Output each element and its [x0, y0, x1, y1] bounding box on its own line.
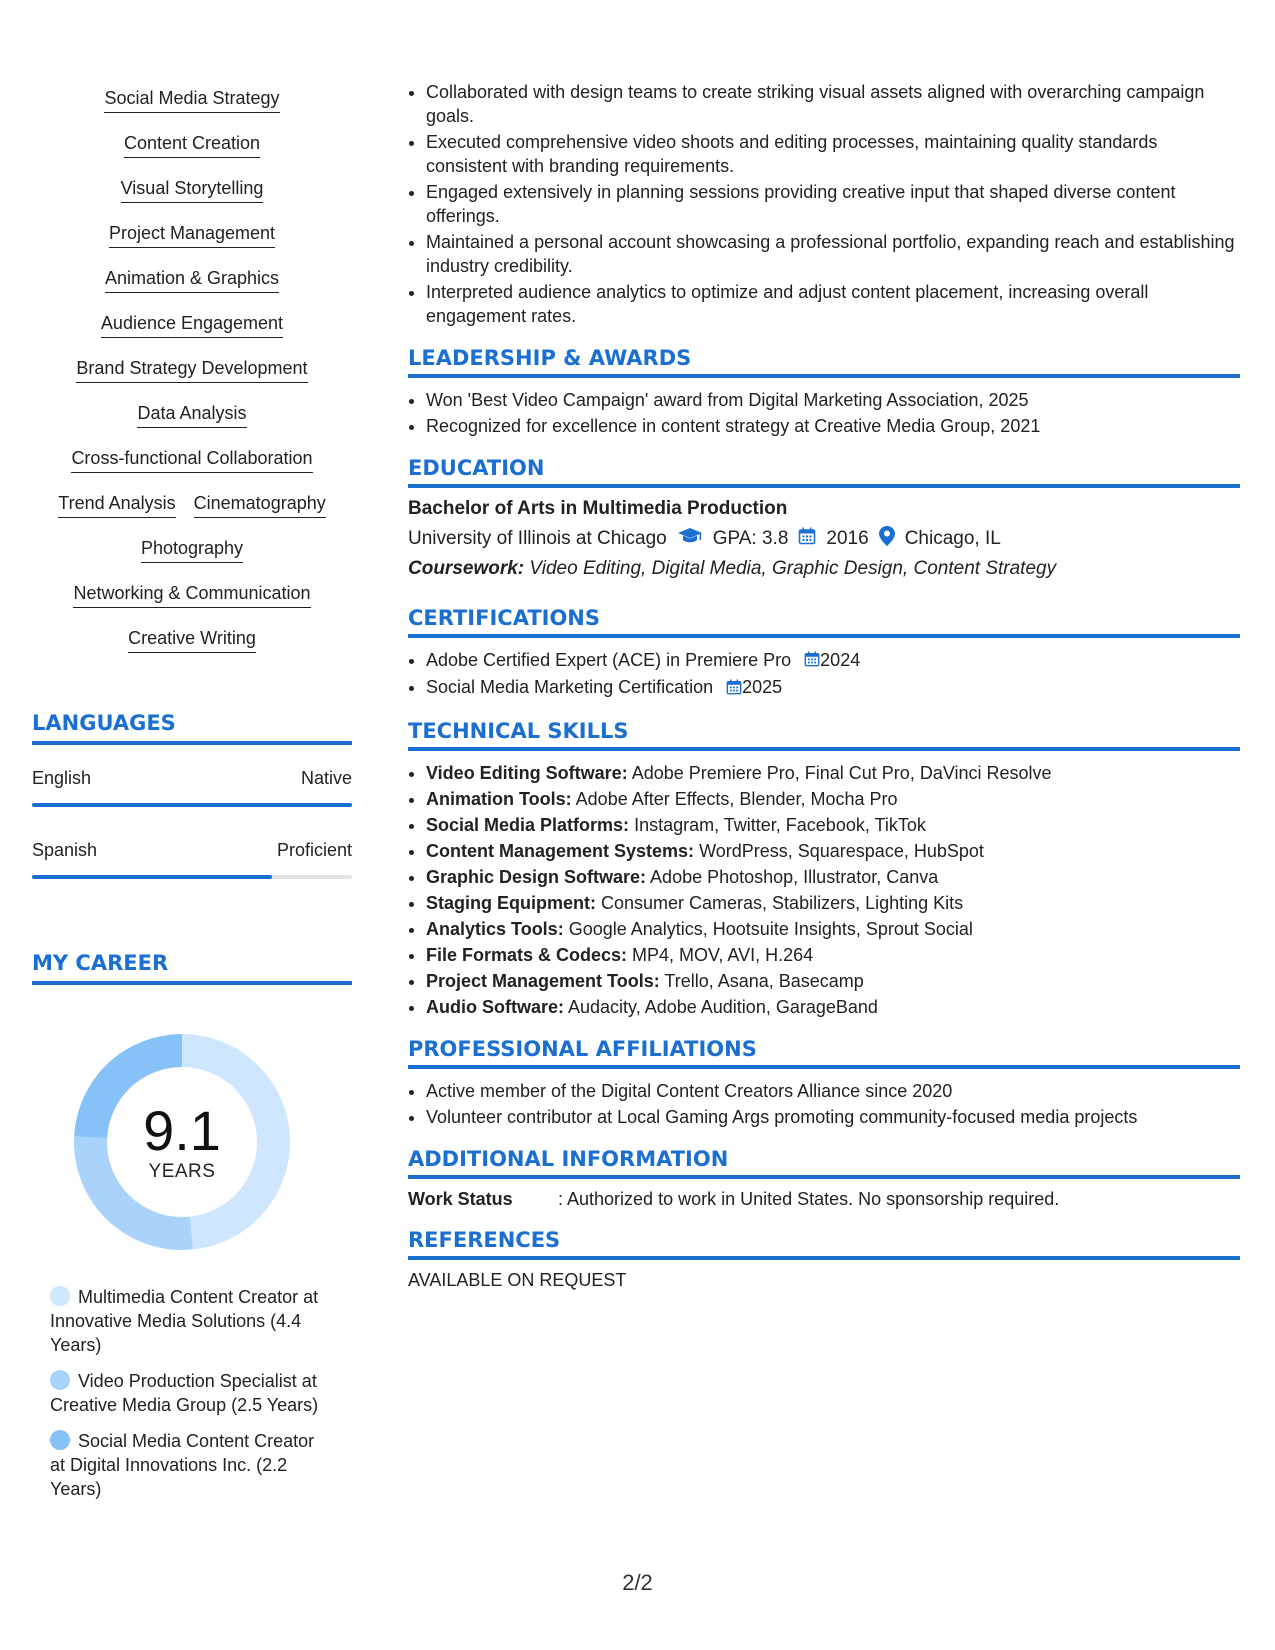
work-status-value: : Authorized to work in United States. No sponsorship required. — [558, 1188, 1060, 1209]
degree: Bachelor of Arts in Multimedia Production — [408, 498, 788, 519]
career-legend-label: Social Media Content Creator at Digital Innovations Inc. (2.2 Years) — [50, 1431, 315, 1499]
technical-list — [408, 761, 1240, 1019]
calendar-icon — [726, 677, 742, 701]
technical-skill-value: MP4, MOV, AVI, H.264 — [627, 944, 814, 965]
technical-skill-value: Instagram, Twitter, Facebook, TikTok — [629, 814, 926, 835]
skill-tag: Creative Writing — [128, 627, 256, 653]
certifications-list — [408, 648, 1240, 701]
list-item: • Recognized for excellence in content strategy at Creative Media Group, 2021 — [426, 414, 1240, 438]
career-legend-label: Video Production Specialist at Creative Media Group (2.5 Years) — [50, 1371, 319, 1415]
technical-skill-item — [426, 787, 1240, 811]
technical-section — [408, 719, 1240, 1019]
page-number: 2/2 — [622, 1570, 653, 1595]
career-legend-item — [50, 1429, 320, 1501]
career-donut — [67, 1027, 297, 1257]
certification-name: Social Media Marketing Certification — [426, 677, 714, 698]
technical-skill-label: File Formats & Codecs: — [426, 944, 628, 965]
education-details — [408, 526, 1240, 552]
legend-dot-icon — [50, 1286, 70, 1306]
technical-skill-value: Google Analytics, Hootsuite Insights, Sprout Social — [563, 918, 973, 939]
technical-skill-label: Video Editing Software: — [426, 762, 628, 783]
technical-skill-value: WordPress, Squarespace, HubSpot — [694, 840, 984, 861]
career-title: MY CAREER — [32, 951, 352, 985]
technical-skill-value: Consumer Cameras, Stabilizers, Lighting Kits — [596, 892, 964, 913]
language-name: English — [32, 768, 92, 788]
skill-tag: Content Creation — [124, 132, 260, 158]
technical-skill-label: Social Media Platforms: — [426, 814, 630, 835]
certifications-section — [408, 606, 1240, 701]
leadership-title: LEADERSHIP & AWARDS — [408, 346, 1240, 378]
skill-tag: Brand Strategy Development — [76, 357, 307, 383]
technical-skill-label: Staging Equipment: — [426, 892, 596, 913]
education-section — [408, 456, 1240, 580]
language-bar — [32, 803, 352, 807]
leadership-list — [408, 388, 1240, 438]
career-section — [32, 951, 352, 1501]
work-status — [408, 1189, 1240, 1210]
list-item: • Maintained a personal account showcasing a professional portfolio, expanding reach and establishing industry credibility. — [426, 230, 1240, 278]
technical-skill-item — [426, 813, 1240, 837]
career-legend-item — [50, 1369, 320, 1417]
references-title: REFERENCES — [408, 1228, 1240, 1260]
technical-skill-value: Audacity, Adobe Audition, GarageBand — [564, 996, 878, 1017]
list-item: • Active member of the Digital Content Creators Alliance since 2020 — [426, 1079, 1240, 1103]
career-legend-item — [50, 1285, 320, 1357]
technical-skill-item — [426, 943, 1240, 967]
language-bar-fill — [32, 803, 352, 807]
affiliations-section — [408, 1037, 1240, 1129]
coursework-label: Coursework: — [408, 558, 525, 579]
languages-section — [32, 711, 352, 879]
experience-bullets — [408, 80, 1240, 328]
skill-tag: Photography — [141, 537, 243, 563]
affiliations-title: PROFESSIONAL AFFILIATIONS — [408, 1037, 1240, 1069]
language-entry — [32, 839, 352, 879]
skill-tag: Trend Analysis — [58, 492, 175, 518]
skill-tag: Animation & Graphics — [105, 267, 279, 293]
right-column — [408, 80, 1240, 1291]
language-level: Proficient — [276, 840, 352, 860]
references-text: AVAILABLE ON REQUEST — [408, 1269, 627, 1290]
list-item: • Interpreted audience analytics to optimize and adjust content placement, increasing overall engagement rates. — [426, 280, 1240, 328]
technical-skill-label: Animation Tools: — [426, 788, 572, 809]
work-status-label: Work Status — [408, 1188, 513, 1209]
language-bar — [32, 875, 352, 879]
skill-tag: Cross-functional Collaboration — [71, 447, 312, 473]
technical-skill-label: Graphic Design Software: — [426, 866, 647, 887]
certification-year: 2024 — [820, 650, 861, 670]
graduation-cap-icon — [677, 527, 703, 551]
education-title: EDUCATION — [408, 456, 1240, 488]
technical-skill-item — [426, 891, 1240, 915]
legend-dot-icon — [50, 1430, 70, 1450]
skill-tag: Social Media Strategy — [104, 87, 279, 113]
technical-skill-item — [426, 865, 1240, 889]
certification-item — [426, 675, 1240, 700]
graduation-year: 2016 — [826, 528, 869, 549]
additional-title: ADDITIONAL INFORMATION — [408, 1147, 1240, 1179]
technical-skill-item — [426, 995, 1240, 1019]
legend-dot-icon — [50, 1370, 70, 1390]
language-level: Native — [300, 768, 352, 788]
list-item: • Won 'Best Video Campaign' award from Digital Marketing Association, 2025 — [426, 388, 1240, 412]
location: Chicago, IL — [904, 528, 1001, 549]
donut-center — [67, 1027, 297, 1257]
additional-section — [408, 1147, 1240, 1210]
affiliations-list — [408, 1079, 1240, 1129]
school-name: University of Illinois at Chicago — [408, 528, 667, 549]
list-item: • Engaged extensively in planning sessions providing creative input that shaped diverse content offerings. — [426, 180, 1240, 228]
technical-skill-label: Audio Software: — [426, 996, 564, 1017]
language-name: Spanish — [32, 840, 98, 860]
gpa: GPA: 3.8 — [712, 528, 789, 549]
certifications-title: CERTIFICATIONS — [408, 606, 1240, 638]
calendar-icon — [804, 649, 820, 673]
language-entry — [32, 767, 352, 807]
list-item: • Volunteer contributor at Local Gaming Args promoting community-focused media projects — [426, 1105, 1240, 1129]
list-item: • Executed comprehensive video shoots and editing processes, maintaining quality standards consistent with branding requirements. — [426, 130, 1240, 178]
location-pin-icon — [879, 526, 895, 552]
skill-tag: Networking & Communication — [73, 582, 310, 608]
technical-skill-label: Project Management Tools: — [426, 970, 660, 991]
career-total: 9.1 — [143, 1099, 221, 1162]
technical-skill-value: Adobe After Effects, Blender, Mocha Pro — [571, 788, 898, 809]
list-item: • Collaborated with design teams to create striking visual assets aligned with overarching campaign goals. — [426, 80, 1240, 128]
skill-tag: Project Management — [109, 222, 275, 248]
career-legend — [50, 1285, 320, 1501]
skill-tag: Cinematography — [194, 492, 326, 518]
career-legend-label: Multimedia Content Creator at Innovative Media Solutions (4.4 Years) — [50, 1287, 319, 1355]
technical-skill-label: Analytics Tools: — [426, 918, 564, 939]
coursework — [408, 558, 1240, 580]
certification-year: 2025 — [742, 677, 783, 698]
calendar-icon — [798, 527, 816, 551]
technical-skill-item — [426, 917, 1240, 941]
skill-tag: Visual Storytelling — [121, 177, 264, 203]
technical-skill-value: Adobe Photoshop, Illustrator, Canva — [646, 866, 939, 887]
coursework-list: Video Editing, Digital Media, Graphic Design, Content Strategy — [524, 558, 1057, 579]
languages-title: LANGUAGES — [32, 711, 352, 745]
certification-item — [426, 648, 1240, 673]
skill-tag: Audience Engagement — [101, 312, 283, 338]
technical-skill-item — [426, 839, 1240, 863]
technical-skill-item — [426, 761, 1240, 785]
technical-skill-value: Adobe Premiere Pro, Final Cut Pro, DaVinci Resolve — [627, 762, 1052, 783]
left-column-content — [32, 82, 352, 1513]
skills-tags — [32, 82, 352, 667]
references-section — [408, 1228, 1240, 1291]
technical-skill-value: Trello, Asana, Basecamp — [659, 970, 864, 991]
certification-name: Adobe Certified Expert (ACE) in Premiere Pro — [426, 650, 792, 670]
skill-tag: Data Analysis — [137, 402, 246, 428]
career-unit: YEARS — [148, 1161, 216, 1182]
technical-skill-item — [426, 969, 1240, 993]
language-bar-fill — [32, 875, 272, 879]
technical-title: TECHNICAL SKILLS — [408, 719, 1240, 751]
technical-skill-label: Content Management Systems: — [426, 840, 695, 861]
leadership-section — [408, 346, 1240, 438]
